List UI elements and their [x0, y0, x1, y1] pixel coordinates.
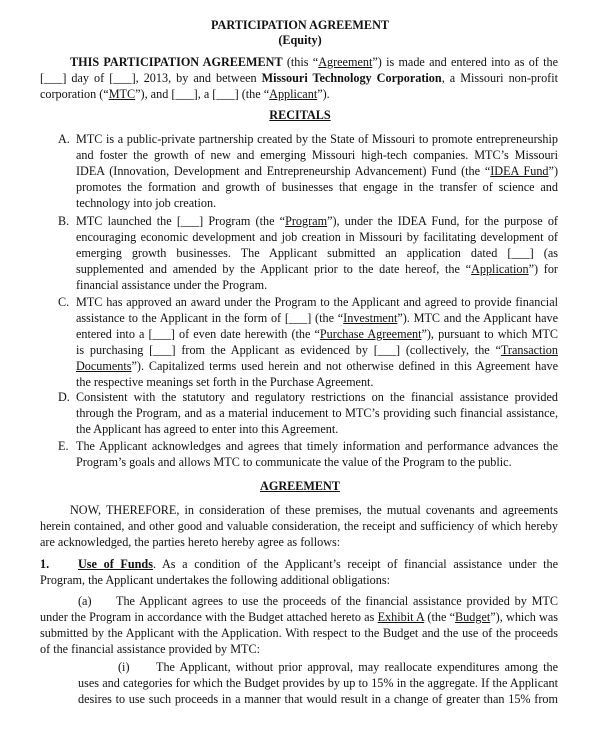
recitals-heading: RECITALS — [269, 108, 331, 122]
text-run: [___] day of [___], 2013, by and between — [40, 71, 262, 85]
text-run: ”). — [317, 87, 330, 101]
paragraph-line: Program, the Applicant undertakes the following additional obligations: — [40, 573, 390, 587]
recital-line: emerging growth businesses. The Applicant submitted an application dated [___] (as — [76, 246, 558, 260]
paragraph-line: are acknowledged, the parties hereto hereby agree as follows: — [40, 535, 341, 549]
recital-line: MTC is a public-private partnership created by the State of Missouri to promote entrepreneurship — [76, 132, 558, 146]
text-run: (this “ — [282, 55, 319, 69]
defined-term: Agreement — [318, 55, 373, 69]
text-run: ”), pursuant to which MTC — [421, 327, 558, 341]
text-run: . As a condition of the Applicant’s receipt of financial assistance under the — [152, 557, 558, 571]
defined-term: Budget — [455, 610, 491, 624]
text-run: ”). MTC and the Applicant have — [397, 311, 558, 325]
recital-label: C. — [58, 295, 70, 309]
defined-term: Transaction — [500, 343, 558, 357]
text-run: NOW, THEREFORE, in consideration of these premises, the mutual covenants and agreements — [70, 503, 558, 517]
document-subtitle: (Equity) — [278, 33, 322, 47]
recital-line — [76, 343, 558, 357]
recital-label: E. — [58, 439, 69, 453]
recital-line: the Applicant has agreed to enter into this Agreement. — [76, 422, 339, 436]
text-run: corporation (“ — [40, 87, 109, 101]
text-run: ”), and [___], a [___] (the “ — [135, 87, 270, 101]
text-run: ”) — [548, 164, 558, 178]
recital-line: technology into job creation. — [76, 196, 217, 210]
recital-line — [76, 359, 558, 373]
paragraph-line: of the financial assistance provided by MTC: — [40, 642, 260, 656]
text-run: supplemented and amended by the Applicant prior to the date hereof, the “ — [76, 262, 472, 276]
exhibit-reference: Exhibit A — [377, 610, 425, 624]
text-run: is purchasing [___] from the Applicant as evidenced by [___] (collectively, the “ — [76, 343, 501, 357]
recital-line: financial assistance under the Program. — [76, 278, 268, 292]
recital-label: A. — [58, 132, 70, 146]
agreement-heading: AGREEMENT — [260, 479, 340, 493]
paragraph-line: submitted by the Applicant with the Application. With respect to the Budget and the use of the proceeds — [40, 626, 558, 640]
paragraph-label: (i) — [118, 660, 130, 674]
recital-line: promotes the formation and growth of businesses that engage in the transfer of science and — [76, 180, 558, 194]
defined-term: Purchase Agreement — [319, 327, 422, 341]
section-number: 1. — [40, 557, 50, 571]
organization-name: Missouri Technology Corporation — [261, 71, 442, 85]
defined-term: MTC — [108, 87, 136, 101]
paragraph-line: desires to use such proceeds in a manner that would result in a change of greater than 15% from — [78, 692, 558, 706]
recital-line: Consistent with the statutory and regulatory restrictions on the financial assistance provided — [76, 390, 558, 404]
text-run: ”) is made and entered into as of the — [372, 55, 558, 69]
recital-label: D. — [58, 390, 70, 404]
recital-line: Program’s goals and allows MTC to communicate the value of the Program to the public. — [76, 455, 512, 469]
intro-bold-lead: THIS PARTICIPATION AGREEMENT — [70, 55, 283, 69]
intro-line — [40, 71, 558, 85]
text-run: , a Missouri non-profit — [441, 71, 558, 85]
paragraph-line — [78, 557, 558, 571]
defined-term: IDEA Fund — [490, 164, 549, 178]
text-run: IDEA (Innovation, Development and Entrepreneurship Advancement) Fund (the “ — [76, 164, 491, 178]
text-run: entered into a [___] of even date herewith (the “ — [76, 327, 320, 341]
paragraph-label: (a) — [78, 594, 92, 608]
paragraph-line: The Applicant agrees to use the proceeds of the financial assistance provided by MTC — [116, 594, 558, 608]
recital-line — [76, 327, 558, 341]
text-run: MTC launched the [___] Program (the “ — [76, 214, 286, 228]
defined-term: Program — [285, 214, 328, 228]
defined-term: Applicant — [269, 87, 318, 101]
recital-label: B. — [58, 214, 70, 228]
recital-line: encouraging economic development and job creation in Missouri by facilitating development of — [76, 230, 558, 244]
text-run: ”), under the IDEA Fund, for the purpose of — [327, 214, 558, 228]
text-run: (the “ — [424, 610, 456, 624]
document-title: PARTICIPATION AGREEMENT — [211, 18, 389, 32]
text-run: ”), which was — [490, 610, 558, 624]
recital-line: The Applicant acknowledges and agrees that timely information and performance advances the — [76, 439, 558, 453]
text-run: ”). Capitalized terms used herein and not otherwise defined in this Agreement have — [131, 359, 558, 373]
paragraph-line — [40, 503, 558, 517]
recital-line: the respective meanings set forth in the Purchase Agreement. — [76, 375, 374, 389]
defined-term: Application — [471, 262, 529, 276]
paragraph-line: The Applicant, without prior approval, may reallocate expenditures among the — [156, 660, 558, 674]
text-run: assistance to the Applicant in the form of [___] (the “ — [76, 311, 344, 325]
paragraph-line — [40, 610, 558, 624]
intro-line — [40, 55, 558, 69]
recital-line — [76, 262, 558, 276]
recital-line: and foster the growth of new and emerging Missouri high-tech companies. MTC’s Missouri — [76, 148, 558, 162]
recital-line: MTC has approved an award under the Program to the Applicant and agreed to provide financial — [76, 295, 558, 309]
text-run: under the Program in accordance with the Budget attached hereto as — [40, 610, 378, 624]
recital-line: through the Program, and as a material inducement to MTC’s providing such financial assistance, — [76, 406, 558, 420]
defined-term: Investment — [343, 311, 398, 325]
text-run: ”) for — [528, 262, 558, 276]
section-heading: Use of Funds — [78, 557, 153, 571]
recital-line — [76, 214, 558, 228]
recital-line — [76, 164, 558, 178]
intro-line — [40, 87, 330, 101]
recital-line — [76, 311, 558, 325]
paragraph-line: uses and categories for which the Budget provides by up to 15% in the aggregate. If the Applicant — [78, 676, 558, 690]
paragraph-line: herein contained, and other good and valuable consideration, the receipt and sufficiency of which hereby — [40, 519, 558, 533]
defined-term: Documents — [76, 359, 132, 373]
